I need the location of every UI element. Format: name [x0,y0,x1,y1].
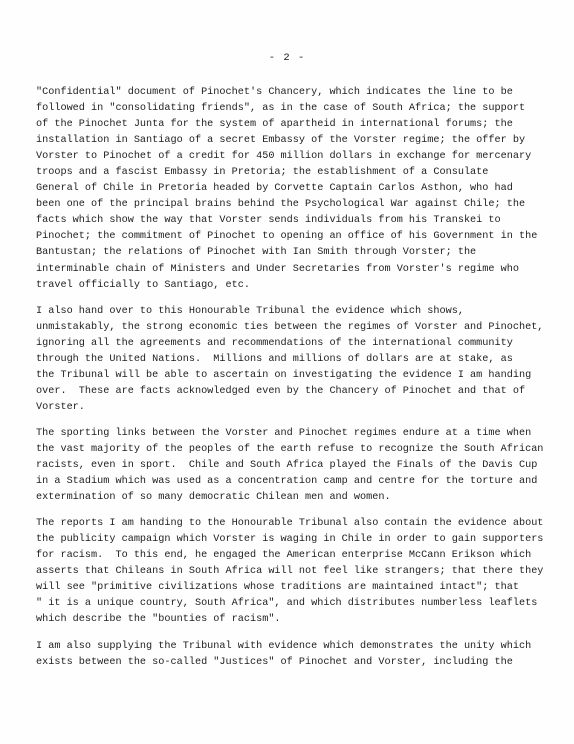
text-line: " it is a unique country, South Africa", and which distributes numberless leaflets [36,598,538,610]
text-line: Bantustan; the relations of Pinochet with Ian Smith through Vorster; the [36,247,477,259]
paragraph-4 [36,516,544,628]
text-line: I am also supplying the Tribunal with evidence which demonstrates the unity which [36,640,532,652]
text-line: I also hand over to this Honourable Tribunal the evidence which shows, [36,305,464,317]
text-line: The reports I am handing to the Honourable Tribunal also contain the evidence about [36,518,544,530]
text-line: for racism. To this end, he engaged the American enterprise McCann Erikson which [36,550,532,562]
text-line: troops and a fascist Embassy in Pretoria; the establishment of a Consulate [36,167,489,179]
paragraph-5 [36,639,544,671]
text-line: General of Chile in Pretoria headed by Corvette Captain Carlos Asthon, who had [36,183,513,195]
page-number: - 2 - [268,52,306,64]
text-line: in a Stadium which was used as a concentration camp and centre for the torture and [36,476,538,488]
text-line: the Tribunal will be able to ascertain on investigating the evidence I am handing [36,369,532,381]
text-line: installation in Santiago of a secret Embassy of the Vorster regime; the offer by [36,135,526,147]
text-line: interminable chain of Ministers and Under Secretaries from Vorster's regime who [36,263,519,275]
text-line: ignoring all the agreements and recommendations of the international community [36,337,513,349]
text-line: through the United Nations. Millions and millions of dollars are at stake, as [36,353,513,365]
text-line: The sporting links between the Vorster and Pinochet regimes endure at a time when [36,427,532,439]
paragraph-1 [36,85,544,294]
text-line: over. These are facts acknowledged even by the Chancery of Pinochet and that of [36,385,526,397]
paragraph-3 [36,426,544,506]
text-line: Vorster. [36,401,85,413]
text-line: racists, even in sport. Chile and South Africa played the Finals of the Davis Cup [36,460,538,472]
text-line: which describe the "bounties of racism". [36,614,281,626]
text-line: the publicity campaign which Vorster is waging in Chile in order to gain supporters [36,534,544,546]
text-line: "Confidential" document of Pinochet's Chancery, which indicates the line to be [36,87,513,98]
text-line: Pinochet; the commitment of Pinochet to opening an office of his Government in the [36,231,538,243]
text-line: travel officially to Santiago, etc. [36,279,250,291]
text-line: of the Pinochet Junta for the system of apartheid in international forums; the [36,119,513,131]
text-line: extermination of so many democratic Chilean men and women. [36,492,391,504]
text-line: Vorster to Pinochet of a credit for 450 million dollars in exchange for mercenary [36,151,532,163]
text-line: will see "primitive civilizations whose traditions are maintained intact"; that [36,582,519,594]
paragraph-2 [36,304,544,416]
text-line: been one of the principal brains behind the Psychological War against Chile; the [36,199,526,211]
text-line: unmistakably, the strong economic ties between the regimes of Vorster and Pinochet, [36,321,544,333]
text-line: exists between the so-called "Justices" of Pinochet and Vorster, including the [36,656,513,668]
text-line: followed in "consolidating friends", as in the case of South Africa; the support [36,103,526,115]
text-line: asserts that Chileans in South Africa will not feel like strangers; that there they [36,566,544,578]
document-body [36,85,544,681]
text-line: facts which show the way that Vorster sends individuals from his Transkei to [36,215,501,227]
text-line: the vast majority of the peoples of the earth refuse to recognize the South African [36,443,544,455]
